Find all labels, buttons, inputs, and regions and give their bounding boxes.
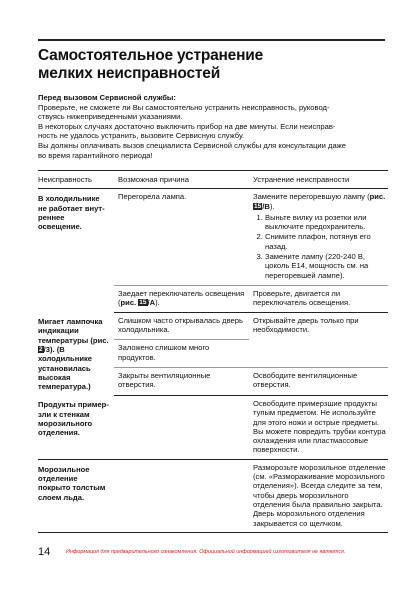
cause-text: Слишком часто открывалась дверь холодильника. xyxy=(118,315,243,334)
remedy-cell xyxy=(249,189,388,286)
intro-line: Проверьте, не сможете ли Вы самостоятельно устранить неисправность, руковод- xyxy=(38,102,330,112)
title-line-2: мелких неисправностей xyxy=(38,65,221,82)
fault-cell xyxy=(38,312,114,395)
fault-text: Мигает лампочка индикации температуры (рис. xyxy=(38,317,109,345)
page-number: 14 xyxy=(38,546,51,558)
cause-cell xyxy=(114,395,249,459)
header-remedy: Устранение неисправности xyxy=(249,171,388,189)
cause-text: Закрыты вентиляционные отверстия. xyxy=(118,371,211,390)
cause-cell xyxy=(114,285,249,312)
table-row xyxy=(38,189,388,286)
intro-line: Вы должны оплачивать вызов специалиста Сервисной службы для консультации даже xyxy=(38,140,346,150)
remedy-cell xyxy=(249,459,388,532)
figure-ref-suffix: /B xyxy=(262,201,270,211)
header-cause: Возможная причина xyxy=(114,171,249,189)
table-header-row xyxy=(38,171,388,189)
intro-line: В некоторых случаях достаточно выключить прибор на две минуты. Если неисправ- xyxy=(38,121,336,131)
intro-line: ствуясь нижеприведенными указаниями. xyxy=(38,112,183,122)
fault-text: Морозильное отделение покрыто толстым слоем льда. xyxy=(38,464,106,502)
fault-cell xyxy=(38,459,114,532)
cause-text-end: ). xyxy=(155,298,160,308)
intro-line: ность не удалось устранить, вызовите Сервисную службу. xyxy=(38,131,245,141)
fault-text: Продукты примерзли к стенкам морозильного отделения. xyxy=(38,400,109,438)
top-rule xyxy=(38,39,385,41)
remedy-step: 3. Замените лампу (220-240 В, цоколь E14, мощность см. на перегоревшей лампе). xyxy=(265,252,386,280)
table-row xyxy=(38,312,388,340)
figure-ref xyxy=(121,298,156,307)
cause-text: Перегорела лампа. xyxy=(118,192,187,202)
cause-cell xyxy=(114,368,249,396)
cause-cell xyxy=(114,189,249,286)
remedy-cell xyxy=(249,285,388,312)
intro-line: во время гарантийного периода! xyxy=(38,150,153,160)
fault-text: В холодильнике не работает внутреннее освещение. xyxy=(38,194,105,232)
disclaimer-note: Информация для предварительного ознакомления. Официальной информацией изготовителя не является. xyxy=(66,549,346,555)
remedy-cell xyxy=(249,368,388,396)
cause-cell xyxy=(114,340,249,368)
intro-block xyxy=(38,93,388,160)
page-footer xyxy=(38,546,388,560)
remedy-text: Открывайте дверь только при необходимости. xyxy=(253,315,359,334)
page-title xyxy=(38,47,388,83)
remedy-text: Разморозьте морозильное отделение (см. «Размораживание морозильного отделения»). Всегда следите за тем, чтобы дверь морозильного отделения была правильно закрыта. Дверь морозильного отделения закрывается со щелчком. xyxy=(253,462,386,528)
remedy-cell xyxy=(249,395,388,459)
cause-cell xyxy=(114,312,249,340)
remedy-text: Замените перегоревшую лампу ( xyxy=(253,192,370,202)
remedy-text: Проверьте, двигается ли переключатель освещения. xyxy=(253,288,351,308)
remedy-step: 2. Снимите плафон, потянув его назад. xyxy=(265,232,386,251)
header-fault: Неисправность xyxy=(38,171,114,189)
intro-heading: Перед вызовом Сервисной службы: xyxy=(38,93,176,102)
cause-cell xyxy=(114,459,249,532)
figure-number-badge: 15 xyxy=(139,299,147,307)
table-row xyxy=(38,395,388,459)
remedy-text-end: ). xyxy=(269,201,275,211)
figure-ref-suffix: /A xyxy=(147,298,156,308)
figure-number-badge: 15 xyxy=(254,202,262,210)
figure-number-badge: 2 xyxy=(39,345,43,353)
remedy-text: Освободите вентиляционные отверстия. xyxy=(253,371,358,390)
fault-cell xyxy=(38,395,114,459)
cause-text: Заедает переключатель освещения ( xyxy=(118,288,245,308)
figure-ref-prefix: рис. xyxy=(369,192,386,202)
fault-cell xyxy=(38,189,114,312)
remedy-text: Освободите примерзшие продукты тупым предметом. Не используйте для этого ножи и острые предметы. Вы можете повредить трубки контура охлаждения или пластмассовые поверхности. xyxy=(253,398,386,455)
table-row xyxy=(38,459,388,532)
troubleshooting-table xyxy=(38,170,388,533)
fault-text-end: /3). (В холодильнике установилась высокая температура.) xyxy=(38,344,93,392)
title-line-1: Самостоятельное устранение xyxy=(38,47,264,64)
remedy-step: 1. Выньте вилку из розетки или выключите предохранитель. xyxy=(265,213,386,232)
cause-text: Заложено слишком много продуктов. xyxy=(118,343,210,362)
remedy-steps xyxy=(253,213,386,280)
remedy-cell xyxy=(249,312,388,368)
figure-ref-prefix: рис. xyxy=(120,298,139,308)
